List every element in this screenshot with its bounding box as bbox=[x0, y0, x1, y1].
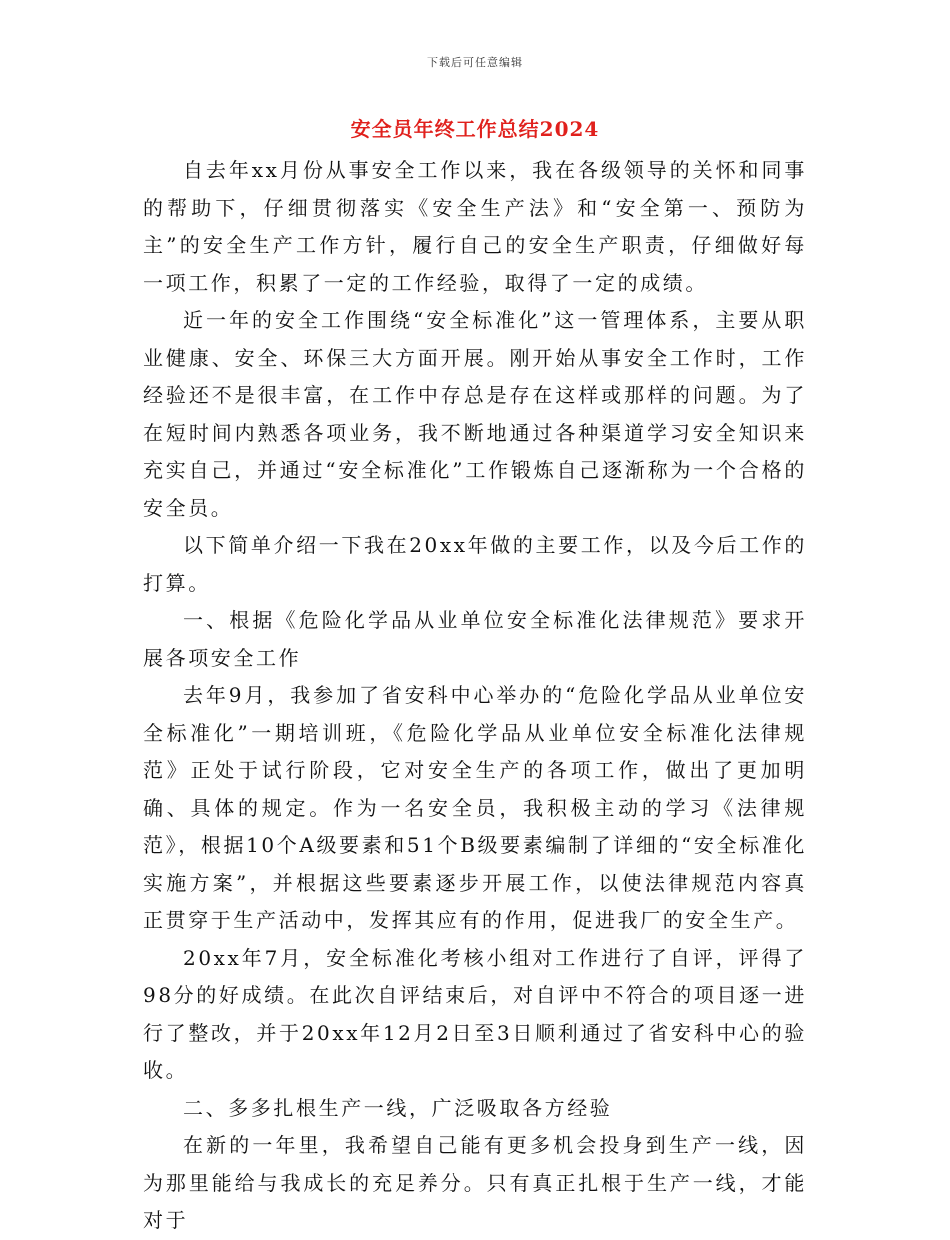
document-body bbox=[143, 152, 807, 1240]
paragraph: 20xx年7月，安全标准化考核小组对工作进行了自评，评得了98分的好成绩。在此次自评结束后，对自评中不符合的项目逐一进行了整改，并于20xx年12月2日至3日顺利通过了省安科中心的验收。 bbox=[143, 945, 807, 1082]
paragraph: 近一年的安全工作围绕“安全标准化”这一管理体系，主要从职业健康、安全、环保三大方面开展。刚开始从事安全工作时，工作经验还不是很丰富，在工作中存总是存在这样或那样的问题。为了在短时间内熟悉各项业务，我不断地通过各种渠道学习安全知识来充实自己，并通过“安全标准化”工作锻炼自己逐渐称为一个合格的安全员。 bbox=[143, 308, 807, 520]
header-note: 下载后可任意编辑 bbox=[427, 56, 523, 69]
paragraph: 自去年xx月份从事安全工作以来，我在各级领导的关怀和同事的帮助下，仔细贯彻落实《安全生产法》和“安全第一、预防为主”的安全生产工作方针，履行自己的安全生产职责，仔细做好每一项工作，积累了一定的工作经验，取得了一定的成绩。 bbox=[143, 158, 807, 295]
section-heading: 二、多多扎根生产一线，广泛吸取各方经验 bbox=[183, 1095, 613, 1120]
paragraph: 在新的一年里，我希望自己能有更多机会投身到生产一线，因为那里能给与我成长的充足养分。只有真正扎根于生产一线，才能对于 bbox=[143, 1133, 807, 1232]
section-heading: 一、根据《危险化学品从业单位安全标准化法律规范》要求开展各项安全工作 bbox=[143, 608, 807, 670]
paragraph: 去年9月，我参加了省安科中心举办的“危险化学品从业单位安全标准化”一期培训班，《危险化学品从业单位安全标准化法律规范》正处于试行阶段，它对安全生产的各项工作，做出了更加明确、具体的规定。作为一名安全员，我积极主动的学习《法律规范》，根据10个A级要素和51个B级要素编制了详细的“安全标准化实施方案”，并根据这些要素逐步开展工作，以使法律规范内容真正贯穿于生产活动中，发挥其应有的作用，促进我厂的安全生产。 bbox=[143, 683, 807, 932]
document-title: 安全员年终工作总结2024 bbox=[350, 117, 600, 141]
paragraph: 以下简单介绍一下我在20xx年做的主要工作，以及今后工作的打算。 bbox=[143, 533, 807, 595]
